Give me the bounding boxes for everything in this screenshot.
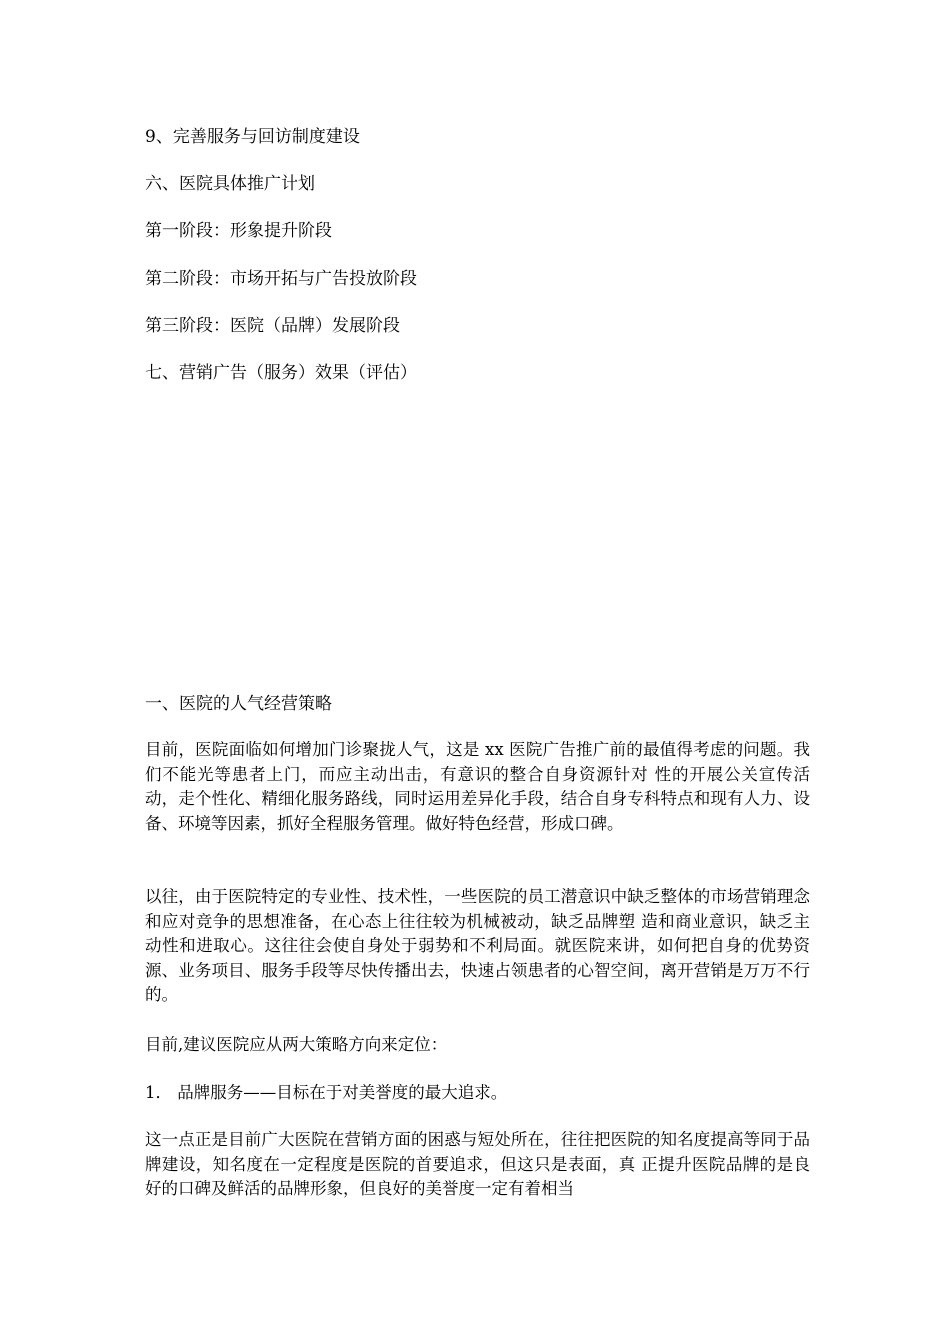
toc-item-6: 七、营销广告（服务）效果（评估） — [145, 363, 417, 383]
toc-item-5: 第三阶段：医院（品牌）发展阶段 — [145, 316, 400, 336]
toc-item-1: 9、完善服务与回访制度建设 — [145, 127, 360, 147]
section-title: 一、医院的人气经营策略 — [145, 694, 332, 714]
paragraph-3: 目前,建议医院应从两大策略方向来定位： — [145, 1035, 448, 1054]
toc-item-3: 第一阶段：形象提升阶段 — [145, 221, 332, 241]
paragraph-1: 目前，医院面临如何增加门诊聚拢人气，这是 xx 医院广告推广前的最值得考虑的问题。我们不能光等患者上门，而应主动出击，有意识的整合自身资源针对 性的开展公关宣传活动，走个性化、精细化服务路线，同时运用差异化手段，结合自身专科特点和现有人力、设备、环境等因素，抓好全程服务管理。做好特色经营，形成口碑。 — [145, 740, 810, 833]
toc-item-2: 六、医院具体推广计划 — [145, 174, 315, 194]
paragraph-2: 以往，由于医院特定的专业性、技术性，一些医院的员工潜意识中缺乏整体的市场营销理念和应对竞争的思想准备，在心态上往往较为机械被动，缺乏品牌塑 造和商业意识，缺乏主动性和进取心。这往往会使自身处于弱势和不利局面。就医院来讲，如何把自身的优势资源、业务项目、服务手段等尽快传播出去，快速占领患者的心智空间，离开营销是万万不行的。 — [145, 887, 810, 1004]
paragraph-5: 这一点正是目前广大医院在营销方面的困惑与短处所在，往往把医院的知名度提高等同于品牌建设，知名度在一定程度是医院的首要追求，但这只是表面，真 正提升医院品牌的是良好的口碑及鲜活的品牌形象，但良好的美誉度一定有着相当 — [145, 1130, 810, 1198]
paragraph-4: 1． 品牌服务——目标在于对美誉度的最大追求。 — [145, 1083, 508, 1102]
toc-item-4: 第二阶段：市场开拓与广告投放阶段 — [145, 269, 417, 289]
